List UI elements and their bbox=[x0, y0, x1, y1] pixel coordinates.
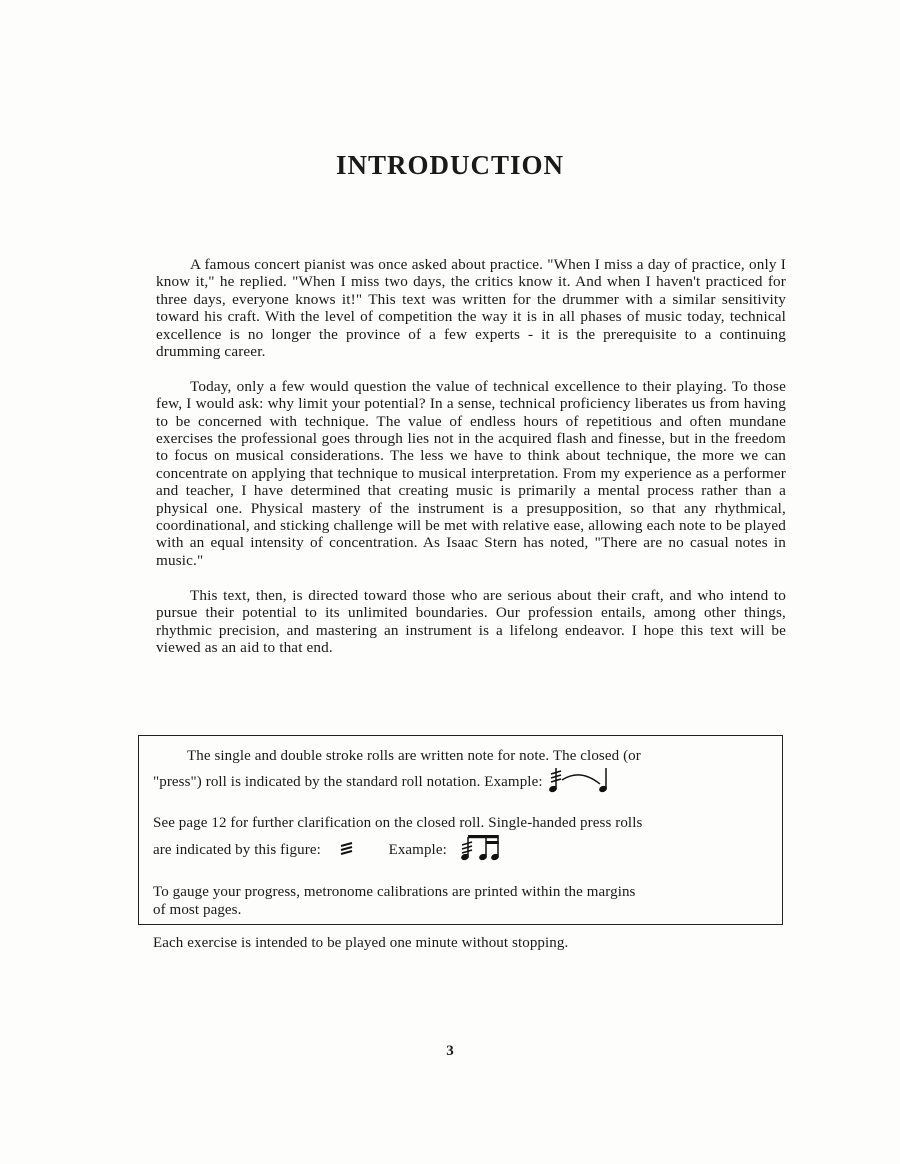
page-title: INTRODUCTION bbox=[335, 150, 565, 180]
press-note-text-b: Example: bbox=[388, 841, 447, 858]
introduction-body bbox=[156, 256, 786, 674]
roll-note-text: "press") roll is indicated by the standard roll notation. Example: bbox=[153, 773, 543, 790]
beamed-notes-icon bbox=[459, 833, 503, 869]
press-note-text-a: are indicated by this figure: bbox=[153, 841, 321, 858]
tied-roll-notes-icon bbox=[546, 766, 616, 800]
metronome-note-line-1: To gauge your progress, metronome calibrations are printed within the margins bbox=[153, 884, 636, 900]
roll-note-line-1: The single and double stroke rolls are written note for note. The closed (or bbox=[187, 748, 641, 764]
page-number: 3 bbox=[446, 1043, 454, 1059]
paragraph-3: This text, then, is directed toward those who are serious about their craft, and who intend to pursue their potential to its unlimited boundaries. Our profession entails, among other things, rhythmic precision, and mastering an instrument is a lifelong endeavor. I hope this text will be viewed as an aid to that end. bbox=[156, 586, 786, 656]
notation-notes-box bbox=[138, 735, 783, 951]
exercise-note-line: Each exercise is intended to be played one minute without stopping. bbox=[153, 935, 569, 951]
paragraph-1: A famous concert pianist was once asked about practice. "When I miss a day of practice, only I know it," he replied. "When I miss two days, the critics know it. And when I haven't practiced for three days, everyone knows it!" This text was written for the drummer with a similar sensitivity toward his craft. With the level of competition the way it is in all phases of music today, technical excellence is no longer the province of a few experts - it is the prerequisite to a continuing drumming career. bbox=[156, 256, 786, 361]
paragraph-2: Today, only a few would question the value of technical excellence to their playing. To those few, I would ask: why limit your potential? In a sense, technical proficiency liberates us from having to be concerned with technique. The value of endless hours of repetitious and often mundane exercises the professional goes through lies not in the acquired flash and finesse, but in the freedom to focus on musical considerations. The less we have to think about technique, the more we can concentrate on applying that technique to musical interpretation. From my experience as a performer and teacher, I have determined that creating music is primarily a mental process rather than a physical one. Physical mastery of the instrument is a presupposition, so that any rhythmical, coordinational, and sticking challenge will be met with relative ease, allowing each note to be played with an equal intensity of concentration. As Isaac Stern has noted, "There are no casual notes in music." bbox=[156, 377, 786, 569]
roll-note-line-2 bbox=[153, 766, 768, 800]
metronome-note-line-2: of most pages. bbox=[153, 901, 242, 918]
press-note-line-1: See page 12 for further clarification on the closed roll. Single-handed press rolls bbox=[153, 815, 643, 831]
press-note-line-2 bbox=[153, 833, 768, 869]
z-slash-icon bbox=[339, 840, 355, 862]
